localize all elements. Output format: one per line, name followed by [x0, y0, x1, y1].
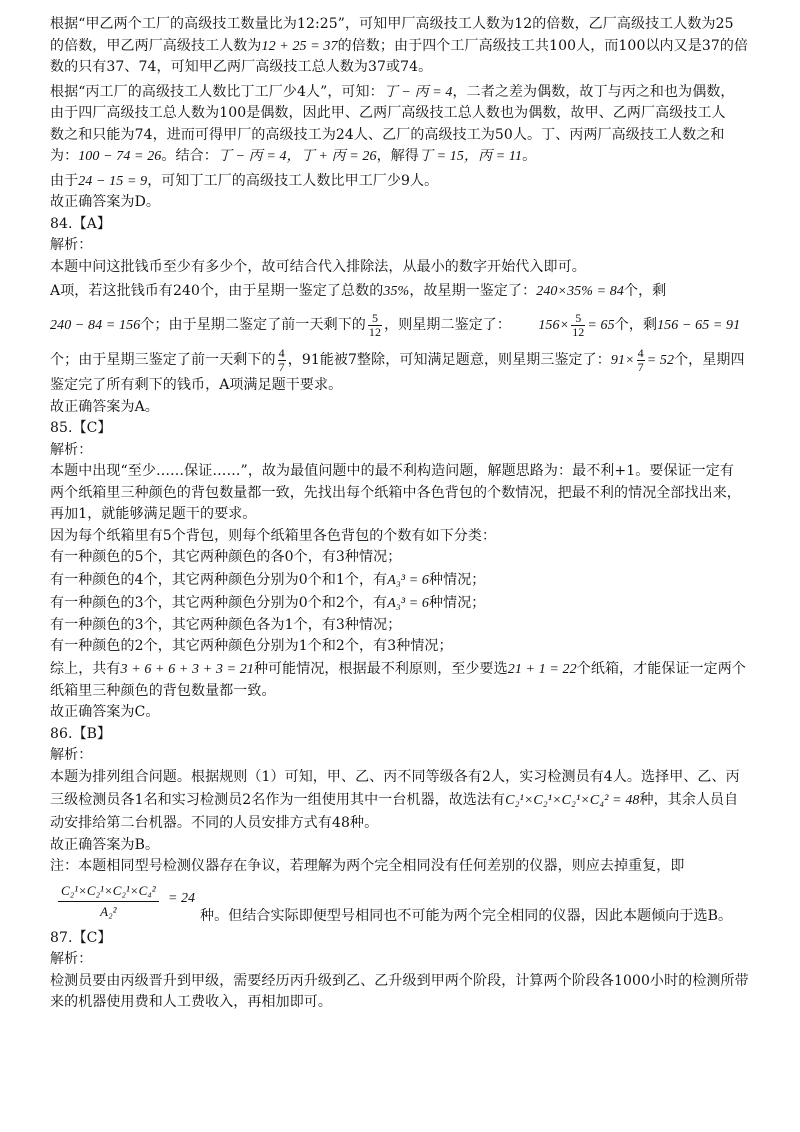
answer-line: 故正确答案为B。: [50, 836, 160, 853]
text-line: 再加1，就能够满足题干的要求。: [50, 506, 257, 522]
text-line: 有一种颜色的4个，其它两种颜色分别为0个和1个，有A₃³ = 6种情况；: [50, 571, 486, 588]
math-expression: 24 − 15 = 9: [78, 173, 148, 189]
math-expression: 240×35% = 84: [536, 284, 624, 299]
text-line: 来的机器使用费和人工费收入，再相加即可。: [50, 994, 332, 1010]
text-line: 本题为排列组合问题。根据规则（1）可知，甲、乙、丙不同等级各有2人，实习检测员有4人。选择甲、乙、丙: [50, 768, 740, 785]
fraction: C₂¹×C₂¹×C₂¹×C₄² A₂²: [58, 881, 159, 922]
analysis-label: 解析：: [50, 237, 93, 253]
text-line: 注：本题相同型号检测仪器存在争议，若理解为两个完全相同没有任何差别的仪器，则应去掉重复，即: [50, 858, 685, 874]
math-expression: 100 − 74 = 26: [78, 149, 162, 164]
math-expression: = 24: [168, 890, 195, 906]
text-line: 检测员要由丙级晋升到甲级，需要经历丙升级到乙、乙升级到甲两个阶段，计算两个阶段各1000小时的检测所带: [50, 972, 749, 989]
fraction: $\frac{4}{7}$: [278, 345, 285, 374]
text-line: 根据“丙工厂的高级技工人数比丁工厂少4人”，可知：丁 − 丙 = 4，二者之差为偶数，故丁与丙之和也为偶数，: [50, 83, 735, 100]
math-expression: 丁 − 丙 = 4，丁 + 丙 = 26: [217, 149, 377, 164]
document-page: [50, 14, 750, 1014]
text-line: 240 − 84 = 156个；由于星期二鉴定了前一天剩下的 $\frac{5}{12}$ ，则星期二鉴定了： 156× $\frac{5}{12}$ = 65个，剩156 − 65 = 91: [50, 310, 741, 339]
text-line: 两个纸箱里三种颜色的背包数量都一致，先找出每个纸箱中各色背包的个数情况，把最不利的情况全部找出来，: [50, 484, 741, 501]
text-line: 有一种颜色的3个，其它两种颜色各为1个，有3种情况；: [50, 616, 402, 633]
question-heading: 85.【C】: [50, 420, 112, 436]
question-heading: 86.【B】: [50, 725, 112, 742]
question-heading: 84.【A】: [50, 215, 111, 232]
analysis-label: 解析：: [50, 951, 93, 967]
text-line: 鉴定完了所有剩下的钱币，A项满足题干要求。: [50, 377, 343, 393]
math-expression: C₂¹×C₂¹×C₂¹×C₄² = 48: [505, 793, 640, 808]
text-line: 数的只有37、74，可知甲乙两厂高级技工总人数为37或74。: [50, 59, 433, 75]
text-line: 的倍数，甲乙两厂高级技工人数为12 + 25 = 37的倍数；由于四个工厂高级技工共100人，而100以内又是37的倍: [50, 37, 749, 54]
text-line: 由于24 − 15 = 9，可知丁工厂的高级技工人数比甲工厂少9人。: [50, 172, 439, 189]
text-line: 综上，共有3 + 6 + 6 + 3 + 3 = 21种可能情况，根据最不利原则，至少要选21 + 1 = 22个纸箱，才能保证一定两个: [50, 660, 746, 677]
fraction-block: [50, 878, 750, 928]
text-line: 本题中出现“至少……保证……”，故为最值问题中的最不利构造问题，解题思路为：最不利+1。要保证一定有: [50, 463, 734, 479]
text-line: 有一种颜色的2个，其它两种颜色分别为1个和2个，有3种情况；: [50, 638, 453, 654]
answer-line: 故正确答案为C。: [50, 704, 160, 720]
text-line: 有一种颜色的3个，其它两种颜色分别为0个和2个，有A₃³ = 6种情况；: [50, 594, 486, 611]
math-expression: 21 + 1 = 22: [507, 661, 577, 677]
math-expression: 丁 − 丙 = 4: [383, 84, 453, 100]
math-expression: 丁 = 15，丙 = 11: [418, 149, 523, 164]
text-line: 个；由于星期三鉴定了前一天剩下的 $\frac{4}{7}$ ，91能被7整除，可知满足题意，则星期三鉴定了：91× $\frac{4}{7}$ = 52个，星期四: [50, 345, 745, 374]
text-line: 纸箱里三种颜色的背包数量都一致。: [50, 682, 276, 699]
fraction: $\frac{4}{7}$: [637, 345, 644, 374]
math-expression: A₃³ = 6: [387, 572, 429, 588]
text-line: 本题中问这批钱币至少有多少个，故可结合代入排除法，从最小的数字开始代入即可。: [50, 258, 586, 275]
math-expression: A₃³ = 6: [387, 595, 429, 611]
answer-line: 故正确答案为A。: [50, 398, 159, 415]
text-line: 根据“甲乙两个工厂的高级技工数量比为12:25”，可知甲厂高级技工人数为12的倍数，乙厂高级技工人数为25: [50, 16, 734, 32]
math-expression: 3 + 6 + 6 + 3 + 3 = 21: [120, 661, 254, 677]
text-line: 三级检测员各1名和实习检测员2名作为一组使用其中一台机器，故选法有C₂¹×C₂¹×C₂¹×C₄² = 48种，其余人员自: [50, 792, 739, 808]
math-expression: 91×: [610, 353, 635, 368]
text-line: A项，若这批钱币有240个，由于星期一鉴定了总数的35%，故星期一鉴定了：240×35% = 84个，剩: [50, 283, 667, 299]
fraction: $\frac{5}{12}$: [368, 310, 382, 339]
text-line: 数之和只能为74，进而可得甲厂的高级技工为24人、乙厂的高级技工为50人。丁、丙两厂高级技工人数之和: [50, 126, 725, 143]
text-line: 由于四厂高级技工总人数为100是偶数，因此甲、乙两厂高级技工总人数也为偶数，故甲、乙两厂高级技工人: [50, 105, 726, 121]
math-expression: 240 − 84 = 156: [50, 318, 141, 333]
fraction: $\frac{5}{12}$: [572, 310, 585, 339]
text-line: 种。但结合实际即便型号相同也不可能为两个完全相同的仪器，因此本题倾向于选B。: [200, 907, 733, 924]
math-expression: 35%: [383, 284, 410, 299]
analysis-label: 解析：: [50, 747, 93, 763]
answer-line: 故正确答案为D。: [50, 194, 161, 210]
text-line: 因为每个纸箱里有5个背包，则每个纸箱里各色背包的个数有如下分类：: [50, 527, 497, 544]
text-line: 为：100 − 74 = 26。结合：丁 − 丙 = 4，丁 + 丙 = 26，解得丁 = 15，丙 = 11。: [50, 148, 537, 164]
math-expression: 156 − 65 = 91: [657, 318, 741, 333]
text-line: 有一种颜色的5个，其它两种颜色的各0个，有3种情况；: [50, 549, 402, 565]
question-heading: 87.【C】: [50, 929, 112, 946]
analysis-label: 解析：: [50, 441, 93, 458]
math-expression: 156×: [538, 318, 570, 333]
math-expression: 12 + 25 = 37: [261, 38, 338, 54]
text-line: 动安排给第二台机器。不同的人员安排方式有48种。: [50, 815, 379, 831]
